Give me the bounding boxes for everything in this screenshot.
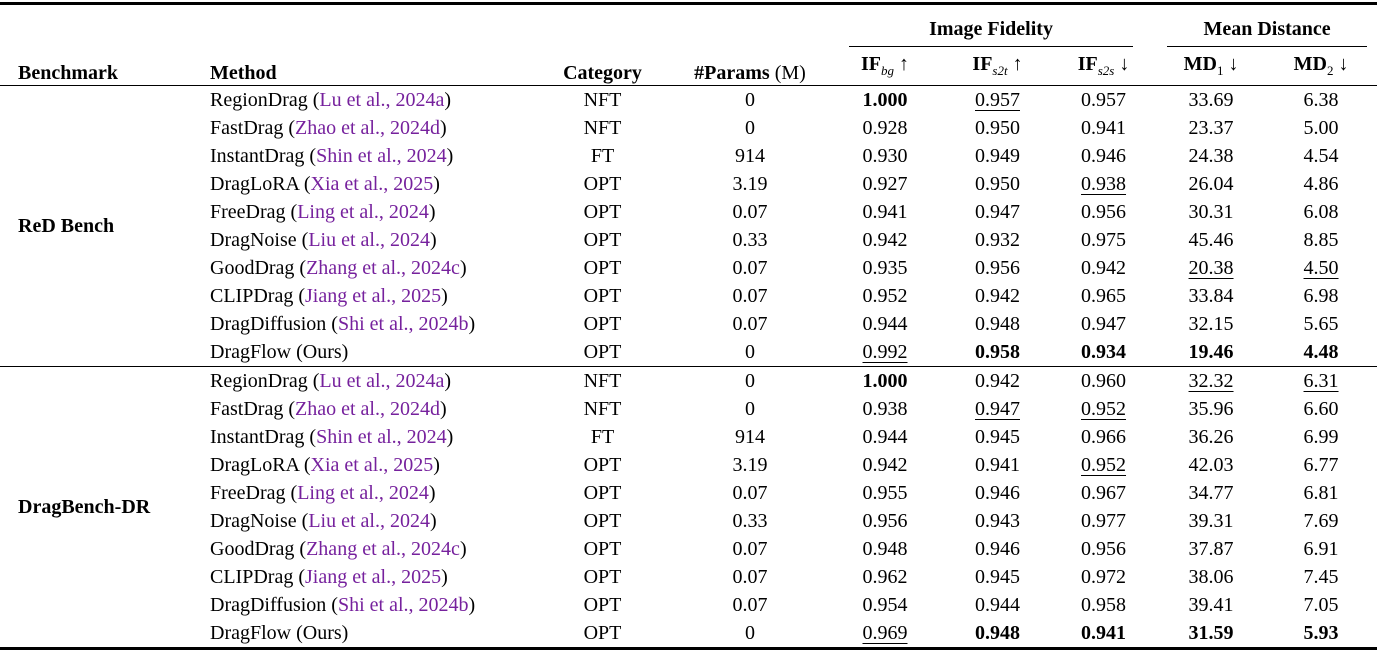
category-cell: OPT [583,453,622,476]
if-s2s-cell: 0.975 [1081,228,1127,251]
if-bg-cell: 0.941 [862,200,908,223]
if-s2t-cell: 0.946 [975,481,1020,504]
citation-link[interactable]: Zhao et al., 2024d [294,397,440,420]
md2-cell: 6.08 [1303,200,1339,223]
category-cell: OPT [583,509,622,532]
category-cell: OPT [583,621,622,644]
params-cell: 0 [745,369,755,392]
if-bg-cell: 0.948 [862,537,908,560]
if-s2t-cell: 0.946 [975,537,1020,560]
params-cell: 914 [735,425,765,448]
if-bg-cell: 0.942 [862,453,908,476]
params-cell: 0.07 [732,256,768,279]
citation-link[interactable]: Liu et al., 2024 [308,509,430,532]
table-row [0,479,1377,507]
if-bg-cell: 0.927 [862,172,908,195]
citation-link[interactable]: Liu et al., 2024 [308,228,430,251]
category-cell: NFT [583,88,622,111]
method-cell: DragFlow (Ours) [210,621,349,644]
table-row [0,142,1377,170]
table-row [0,310,1377,338]
if-s2t-cell: 0.950 [975,116,1020,139]
if-bg-cell: 1.000 [862,369,908,392]
table-row [0,619,1377,649]
table-row [0,254,1377,282]
params-cell: 0.07 [732,537,768,560]
category-cell: OPT [583,284,622,307]
if-s2s-cell: 0.934 [1081,340,1127,363]
if-s2t-cell: 0.956 [975,256,1020,279]
table-row [0,114,1377,142]
citation-link[interactable]: Shin et al., 2024 [316,425,447,448]
md2-cell: 6.38 [1303,88,1339,111]
md2-cell: 5.93 [1303,621,1339,644]
md1-cell: 24.38 [1188,144,1234,167]
table-row [0,423,1377,451]
citation-link[interactable]: Shi et al., 2024b [337,312,469,335]
table-row [0,395,1377,423]
md2-cell: 4.54 [1303,144,1339,167]
method-cell: FastDrag (Zhao et al., 2024d) [210,397,447,420]
category-cell: OPT [583,200,622,223]
table-row [0,170,1377,198]
col-benchmark: Benchmark [18,62,118,84]
category-cell: NFT [583,116,622,139]
if-bg-cell: 0.938 [862,397,908,420]
md1-cell: 32.15 [1188,312,1234,335]
if-s2s-cell: 0.960 [1081,369,1127,392]
if-s2t-cell: 0.942 [975,284,1020,307]
if-bg-cell: 0.952 [862,284,908,307]
params-cell: 0.33 [732,509,768,532]
md2-cell: 4.50 [1303,256,1339,279]
citation-link[interactable]: Zhao et al., 2024d [294,116,440,139]
md1-cell: 33.69 [1188,88,1234,111]
table-row [0,535,1377,563]
category-cell: OPT [583,481,622,504]
col-if-bg: $IF_{bg}$ ↑ [861,52,909,78]
category-cell: OPT [583,256,622,279]
method-cell: DragLoRA (Xia et al., 2025) [210,453,440,476]
if-s2t-cell: 0.945 [975,425,1020,448]
if-bg-cell: 0.962 [862,565,908,588]
md2-cell: 6.99 [1303,425,1339,448]
params-cell: 0.07 [732,200,768,223]
citation-link[interactable]: Shin et al., 2024 [316,144,447,167]
method-cell: DragDiffusion (Shi et al., 2024b) [210,593,476,616]
params-cell: 0.07 [732,312,768,335]
md1-cell: 45.46 [1188,228,1234,251]
method-cell: InstantDrag (Shin et al., 2024) [210,144,454,167]
md1-cell: 19.46 [1188,340,1234,363]
if-s2s-cell: 0.938 [1081,172,1127,195]
citation-link[interactable]: Xia et al., 2025 [310,172,434,195]
citation-link[interactable]: Jiang et al., 2025 [304,565,442,588]
category-cell: OPT [583,340,622,363]
if-s2t-cell: 0.948 [975,621,1020,644]
category-cell: OPT [583,172,622,195]
md2-cell: 7.05 [1303,593,1339,616]
col-md2: $MD_2$ ↓ [1293,52,1349,78]
md1-cell: 34.77 [1188,481,1234,504]
md1-cell: 26.04 [1188,172,1234,195]
group-dragbench-dr [0,367,1377,649]
params-cell: 0.07 [732,565,768,588]
params-cell: 0.07 [732,593,768,616]
down-arrow-icon: ↓ [1338,52,1349,75]
params-cell: 914 [735,144,765,167]
method-cell: DragNoise (Liu et al., 2024) [210,228,437,251]
if-s2t-cell: 0.947 [975,200,1020,223]
method-cell: FastDrag (Zhao et al., 2024d) [210,116,447,139]
if-bg-cell: 1.000 [862,88,908,111]
md2-cell: 5.00 [1303,116,1339,139]
params-cell: 3.19 [732,453,768,476]
citation-link[interactable]: Zhang et al., 2024c [306,256,460,279]
category-cell: NFT [583,397,622,420]
if-s2s-cell: 0.958 [1081,593,1127,616]
category-cell: NFT [583,369,622,392]
md2-cell: 6.60 [1303,397,1339,420]
if-s2s-cell: 0.957 [1081,88,1127,111]
md1-cell: 36.26 [1188,425,1234,448]
group-red-bench [0,86,1377,367]
if-bg-cell: 0.935 [862,256,908,279]
if-bg-cell: 0.954 [862,593,908,616]
group-header-mean-distance: Mean Distance [1157,4,1377,48]
if-s2s-cell: 0.965 [1081,284,1127,307]
md1-cell: 32.32 [1188,369,1234,392]
if-s2s-cell: 0.967 [1081,481,1127,504]
table-row [0,86,1377,115]
method-cell: FreeDrag (Ling et al., 2024) [210,481,436,504]
md1-cell: 42.03 [1188,453,1234,476]
if-s2t-cell: 0.958 [975,340,1020,363]
table-row [0,367,1377,396]
col-if-s2t: $IF_{s2t}$ ↑ [972,52,1023,78]
table-row [0,451,1377,479]
up-arrow-icon: ↑ [1012,52,1023,75]
if-s2s-cell: 0.952 [1081,397,1127,420]
if-s2s-cell: 0.977 [1081,509,1127,532]
table-row [0,282,1377,310]
table-row [0,563,1377,591]
benchmark-cell: ReD Bench [18,214,115,237]
md1-cell: 30.31 [1188,200,1234,223]
group-header-image-fidelity: Image Fidelity [825,4,1157,48]
category-cell: FT [590,144,615,167]
md2-cell: 7.45 [1303,565,1339,588]
method-cell: DragNoise (Liu et al., 2024) [210,509,437,532]
md2-cell: 5.65 [1303,312,1339,335]
method-cell: CLIPDrag (Jiang et al., 2025) [210,284,448,307]
method-cell: DragLoRA (Xia et al., 2025) [210,172,440,195]
md2-cell: 4.48 [1303,340,1339,363]
params-cell: 0 [745,116,755,139]
md2-cell: 6.91 [1303,537,1339,560]
if-s2t-cell: 0.942 [975,369,1020,392]
md1-cell: 31.59 [1188,621,1234,644]
method-cell: CLIPDrag (Jiang et al., 2025) [210,565,448,588]
params-cell: 0.33 [732,228,768,251]
if-bg-cell: 0.956 [862,509,908,532]
category-cell: FT [590,425,615,448]
if-s2t-cell: 0.949 [975,144,1020,167]
benchmark-cell: DragBench-DR [18,495,151,518]
table-row [0,591,1377,619]
md2-cell: 6.81 [1303,481,1339,504]
if-s2s-cell: 0.966 [1081,425,1127,448]
if-s2t-cell: 0.943 [975,509,1020,532]
table-header [0,4,1377,86]
md1-cell: 37.87 [1188,537,1234,560]
if-bg-cell: 0.969 [862,621,908,644]
if-bg-cell: 0.944 [862,312,908,335]
citation-link[interactable]: Ling et al., 2024 [297,481,429,504]
md1-cell: 38.06 [1188,565,1234,588]
method-cell: DragFlow (Ours) [210,340,349,363]
method-cell: RegionDrag (Lu et al., 2024a) [210,88,452,111]
if-bg-cell: 0.955 [862,481,908,504]
if-s2s-cell: 0.942 [1081,256,1127,279]
method-cell: DragDiffusion (Shi et al., 2024b) [210,312,476,335]
table-row [0,198,1377,226]
params-cell: 3.19 [732,172,768,195]
md2-cell: 7.69 [1303,509,1339,532]
down-arrow-icon: ↓ [1228,52,1239,75]
if-bg-cell: 0.930 [862,144,908,167]
md1-cell: 39.41 [1188,593,1234,616]
col-params: #Params (M) [694,62,806,84]
if-s2t-cell: 0.957 [975,88,1020,111]
if-bg-cell: 0.992 [862,340,908,363]
method-cell: InstantDrag (Shin et al., 2024) [210,425,454,448]
category-cell: OPT [583,537,622,560]
if-s2s-cell: 0.941 [1081,621,1127,644]
col-method: Method [210,62,277,84]
table-row [0,338,1377,367]
md2-cell: 6.77 [1303,453,1339,476]
table-row [0,226,1377,254]
md1-cell: 39.31 [1188,509,1234,532]
if-s2s-cell: 0.952 [1081,453,1127,476]
md1-cell: 35.96 [1188,397,1234,420]
if-s2t-cell: 0.947 [975,397,1020,420]
if-s2s-cell: 0.956 [1081,537,1127,560]
method-cell: RegionDrag (Lu et al., 2024a) [210,369,452,392]
method-cell: FreeDrag (Ling et al., 2024) [210,200,436,223]
citation-link[interactable]: Zhang et al., 2024c [306,537,460,560]
params-cell: 0 [745,397,755,420]
if-s2s-cell: 0.972 [1081,565,1127,588]
category-cell: OPT [583,593,622,616]
if-s2t-cell: 0.945 [975,565,1020,588]
if-bg-cell: 0.942 [862,228,908,251]
citation-link[interactable]: Xia et al., 2025 [310,453,434,476]
if-s2t-cell: 0.950 [975,172,1020,195]
method-cell: GoodDrag (Zhang et al., 2024c) [210,256,467,279]
params-cell: 0.07 [732,481,768,504]
table-row [0,507,1377,535]
if-s2t-cell: 0.948 [975,312,1020,335]
citation-link[interactable]: Jiang et al., 2025 [304,284,442,307]
col-if-s2s: $IF_{s2s}$ ↓ [1077,52,1130,78]
md1-cell: 33.84 [1188,284,1234,307]
md2-cell: 8.85 [1303,228,1339,251]
citation-link[interactable]: Lu et al., 2024a [319,88,445,111]
if-bg-cell: 0.928 [862,116,908,139]
category-cell: OPT [583,312,622,335]
citation-link[interactable]: Ling et al., 2024 [297,200,429,223]
params-cell: 0 [745,340,755,363]
method-cell: GoodDrag (Zhang et al., 2024c) [210,537,467,560]
citation-link[interactable]: Shi et al., 2024b [337,593,469,616]
md1-cell: 23.37 [1188,116,1234,139]
if-s2t-cell: 0.941 [975,453,1020,476]
if-s2s-cell: 0.947 [1081,312,1127,335]
if-s2s-cell: 0.946 [1081,144,1127,167]
citation-link[interactable]: Lu et al., 2024a [319,369,445,392]
category-cell: OPT [583,565,622,588]
md2-cell: 4.86 [1303,172,1339,195]
md2-cell: 6.98 [1303,284,1339,307]
if-s2s-cell: 0.941 [1081,116,1127,139]
if-s2s-cell: 0.956 [1081,200,1127,223]
md2-cell: 6.31 [1303,369,1339,392]
params-cell: 0.07 [732,284,768,307]
if-bg-cell: 0.944 [862,425,908,448]
md1-cell: 20.38 [1188,256,1234,279]
col-category: Category [563,62,642,84]
params-cell: 0 [745,621,755,644]
down-arrow-icon: ↓ [1119,52,1130,75]
results-table [0,2,1377,650]
if-s2t-cell: 0.944 [975,593,1020,616]
category-cell: OPT [583,228,622,251]
col-md1: $MD_1$ ↓ [1183,52,1239,78]
params-cell: 0 [745,88,755,111]
up-arrow-icon: ↑ [899,52,909,75]
if-s2t-cell: 0.932 [975,228,1020,251]
